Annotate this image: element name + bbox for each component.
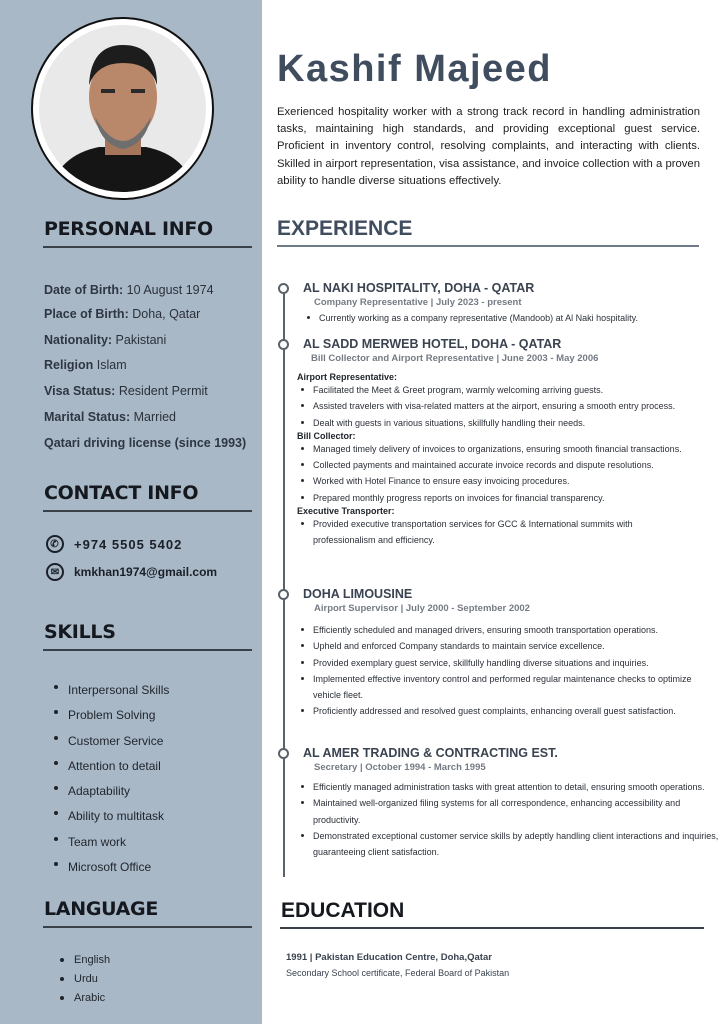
email-row — [46, 563, 217, 581]
job-role: Bill Collector and Airport Representative | June 2003 - May 2006 — [311, 353, 599, 364]
nationality-row — [44, 333, 166, 347]
bullet: Prepared monthly progress reports on invoices for financial transparency. — [299, 490, 722, 506]
label: Religion — [44, 358, 94, 372]
visa-row — [44, 384, 208, 398]
bullet: Worked with Hotel Finance to ensure easy invoicing procedures. — [299, 473, 722, 489]
timeline-dot-icon — [278, 339, 289, 350]
person-portrait-icon — [39, 25, 206, 192]
language-item: Urdu — [58, 970, 110, 989]
divider — [43, 246, 252, 248]
job-role: Airport Supervisor | July 2000 - September 2002 — [314, 603, 530, 614]
divider — [43, 649, 252, 651]
subheading: Airport Representative: — [297, 372, 398, 382]
bullet: Efficiently scheduled and managed drivers, ensuring smooth transportation operations. — [299, 622, 719, 638]
timeline-dot-icon — [278, 589, 289, 600]
value: Doha, Qatar — [132, 307, 201, 321]
experience-heading: EXPERIENCE — [277, 217, 413, 240]
contact-info-heading: CONTACT INFO — [44, 482, 199, 504]
language-item: English — [58, 951, 110, 970]
candidate-name: Kashif Majeed — [277, 48, 553, 90]
subheading: Bill Collector: — [297, 430, 356, 441]
job-al-sadd — [277, 337, 722, 549]
bullet: Proficiently addressed and resolved guest complaints, enhancing overall guest satisfaction. — [299, 703, 719, 719]
education-certificate: Secondary School certificate, Federal Board of Pakistan — [286, 968, 510, 978]
job-role: Secretary | October 1994 - March 1995 — [314, 762, 486, 773]
value: Islam — [96, 358, 127, 372]
pob-row — [44, 307, 200, 321]
language-heading: LANGUAGE — [44, 898, 159, 920]
divider — [277, 245, 699, 247]
bullet: Demonstrated exceptional customer service skills by adeptly handling client interactions and inquiries, guaranteeing client satisfaction. — [299, 828, 719, 861]
bullet: Collected payments and maintained accurate invoice records and dispute resolutions. — [299, 457, 722, 473]
email-icon: ✉ — [46, 563, 64, 581]
job-role: Company Representative | July 2023 - present — [314, 297, 522, 308]
bullet: Facilitated the Meet & Greet program, warmly welcoming arriving guests. — [299, 382, 722, 398]
bullet: Upheld and enforced Company standards to maintain service excellence. — [299, 638, 719, 654]
marital-row — [44, 410, 176, 424]
religion-row — [44, 358, 127, 372]
bullet: Provided executive transportation services for GCC & International summits with professionalism and efficiency. — [299, 516, 679, 549]
job-doha-limousine — [277, 587, 722, 720]
phone-number[interactable]: +974 5505 5402 — [74, 536, 183, 552]
phone-row — [46, 535, 182, 553]
label: Nationality: — [44, 333, 113, 347]
timeline-dot-icon — [278, 283, 289, 294]
divider — [43, 926, 252, 928]
divider — [280, 927, 704, 929]
label: Date of Birth: — [44, 283, 124, 297]
value: Married — [133, 410, 176, 424]
bullet: Provided exemplary guest service, skillfully handling diverse situations and inquiries. — [299, 655, 719, 671]
job-title: AL AMER TRADING & CONTRACTING EST. — [303, 746, 558, 760]
bullet: Maintained well-organized filing systems for all correspondence, enhancing accessibility and productivity. — [299, 795, 719, 828]
email-address[interactable]: kmkhan1974@gmail.com — [74, 565, 218, 579]
value: 10 August 1974 — [126, 283, 214, 297]
label: Visa Status: — [44, 384, 116, 398]
skills-list — [52, 678, 169, 880]
profile-photo — [31, 17, 214, 200]
skills-heading: SKILLS — [44, 621, 116, 643]
value: Resident Permit — [118, 384, 208, 398]
skill-item: Interpersonal Skills — [52, 678, 169, 703]
skill-item: Ability to multitask — [52, 804, 169, 829]
language-list — [58, 951, 110, 1008]
skill-item: Team work — [52, 830, 169, 855]
license-row — [44, 436, 246, 450]
bullet: Currently working as a company representative (Mandoob) at Al Naki hospitality. — [305, 310, 722, 326]
label: Marital Status: — [44, 410, 131, 424]
subheading: Executive Transporter: — [297, 506, 395, 517]
skill-item: Customer Service — [52, 729, 169, 754]
timeline-dot-icon — [278, 748, 289, 759]
bullet: Managed timely delivery of invoices to organizations, ensuring smooth financial transactions. — [299, 441, 722, 457]
job-al-naki — [277, 281, 722, 326]
skill-item: Problem Solving — [52, 703, 169, 728]
divider — [43, 510, 252, 512]
skill-item: Adaptability — [52, 779, 169, 804]
skill-item: Microsoft Office — [52, 855, 169, 880]
value: Pakistani — [115, 333, 167, 347]
label: Place of Birth: — [44, 307, 129, 321]
dob-row — [44, 283, 214, 297]
personal-info-heading: PERSONAL INFO — [44, 218, 213, 240]
bullet: Implemented effective inventory control and performed regular maintenance checks to optimize vehicle fleet. — [299, 671, 719, 704]
sidebar — [0, 0, 262, 1024]
job-title: DOHA LIMOUSINE — [303, 587, 413, 601]
skill-item: Attention to detail — [52, 754, 169, 779]
summary: Exerienced hospitality worker with a strong track record in handling administration tasks, maintaining high standards, and providing exceptional guest service. Proficient in inventory control, resolving complaints, and interacting with clients. Skilled in airport representation, visa assistance, and invoice collection with a proven ability to handle diverse situations effectively. — [277, 106, 700, 187]
label: Qatari driving license (since 1993) — [44, 436, 247, 450]
job-title: AL NAKI HOSPITALITY, DOHA - QATAR — [303, 281, 535, 295]
bullet: Dealt with guests in various situations, skillfully handling their needs. — [299, 415, 722, 431]
education-heading: EDUCATION — [281, 899, 405, 922]
bullet: Efficiently managed administration tasks with great attention to detail, ensuring smooth operations. — [299, 779, 719, 795]
job-al-amer — [277, 746, 722, 860]
phone-icon: ✆ — [46, 535, 64, 553]
bullet: Assisted travelers with visa-related matters at the airport, ensuring a smooth entry process. — [299, 398, 722, 414]
job-title: AL SADD MERWEB HOTEL, DOHA - QATAR — [303, 337, 562, 351]
education-school: 1991 | Pakistan Education Centre, Doha,Qatar — [286, 952, 492, 963]
language-item: Arabic — [58, 989, 110, 1008]
